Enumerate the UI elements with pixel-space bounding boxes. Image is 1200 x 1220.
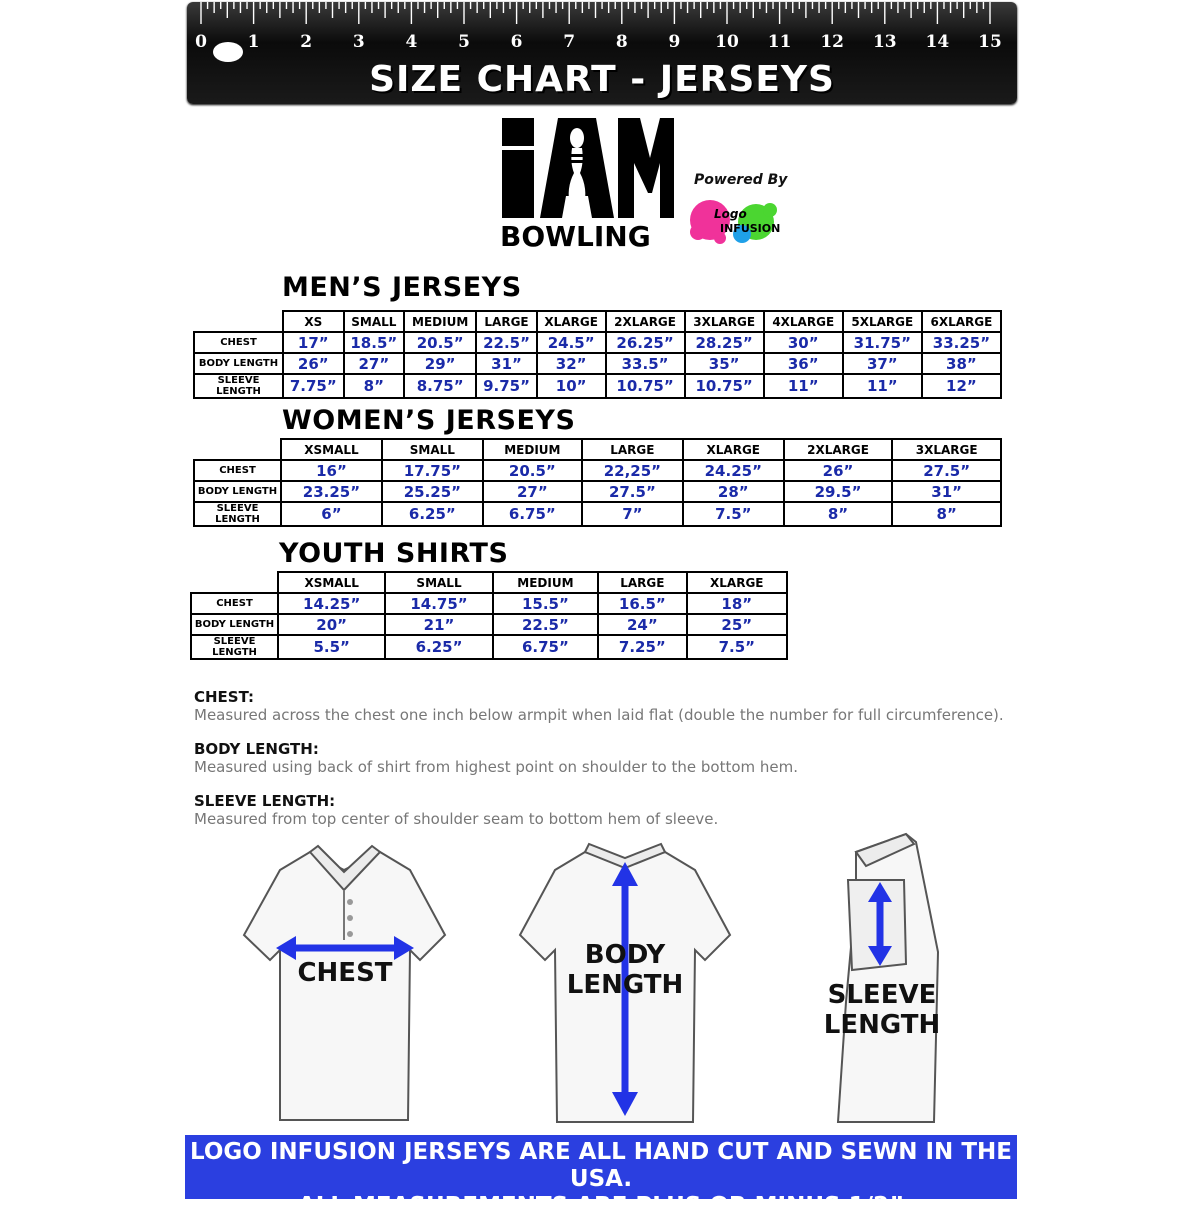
size-header: XLARGE [683, 439, 784, 460]
definition-sleeve-length [194, 792, 718, 828]
measurement-value: 6.25” [385, 635, 492, 659]
size-header: 3XLARGE [892, 439, 1001, 460]
table-row [191, 593, 787, 614]
measurement-label: BODY LENGTH [191, 614, 278, 635]
logo-bowling-text: BOWLING [500, 220, 651, 253]
measurement-label: BODY LENGTH [194, 353, 283, 374]
ruler-number: 13 [872, 32, 897, 52]
footer-banner [185, 1135, 1017, 1219]
measurement-label: CHEST [191, 593, 278, 614]
ruler-number: 8 [615, 32, 628, 52]
table-header-row [194, 439, 1001, 460]
measurement-value: 26” [784, 460, 893, 481]
measurement-value: 27” [483, 481, 582, 502]
table-header-row [194, 311, 1001, 332]
size-header: XSMALL [281, 439, 382, 460]
definition-text: Measured across the chest one inch below armpit when laid flat (double the number for full circumference). [194, 706, 1004, 724]
chest-label: CHEST [297, 958, 393, 988]
measurement-value: 20.5” [483, 460, 582, 481]
sleeve-length-label-line1: SLEEVE [827, 980, 937, 1010]
measurement-value: 8.75” [404, 374, 476, 398]
definition-text: Measured using back of shirt from highest point on shoulder to the bottom hem. [194, 758, 799, 776]
table-row [194, 353, 1001, 374]
measurement-value: 36” [764, 353, 843, 374]
size-header: LARGE [582, 439, 683, 460]
measurement-value: 7.25” [598, 635, 686, 659]
size-header: XLARGE [537, 311, 606, 332]
measurement-value: 24” [598, 614, 686, 635]
measurement-value: 35” [685, 353, 764, 374]
measurement-label: SLEEVE LENGTH [194, 502, 281, 526]
measurement-value: 8” [344, 374, 405, 398]
measurement-value: 6.75” [483, 502, 582, 526]
measurement-value: 23.25” [281, 481, 382, 502]
size-header: 6XLARGE [922, 311, 1001, 332]
definition-body-length [194, 740, 798, 776]
size-header: SMALL [344, 311, 405, 332]
measurement-value: 30” [764, 332, 843, 353]
measurement-value: 17.75” [382, 460, 483, 481]
footer-line2: ALL MEASUREMENTS ARE PLUS OR MINUS 1/2” [297, 1193, 905, 1219]
measurement-value: 28.25” [685, 332, 764, 353]
measurement-value: 24.25” [683, 460, 784, 481]
sleeve-length-label [822, 980, 942, 1040]
measurement-value: 14.25” [278, 593, 385, 614]
measurement-value: 25” [687, 614, 787, 635]
measurement-value: 22.5” [476, 332, 537, 353]
definition-heading: BODY LENGTH: [194, 740, 319, 758]
table-row [194, 460, 1001, 481]
iam-logo-mark [500, 118, 675, 218]
measurement-value: 11” [764, 374, 843, 398]
measurement-label: SLEEVE LENGTH [191, 635, 278, 659]
ruler-header [187, 2, 1017, 104]
measurement-value: 32” [537, 353, 606, 374]
measurement-value: 38” [922, 353, 1001, 374]
size-header: MEDIUM [493, 572, 598, 593]
definition-heading: CHEST: [194, 688, 255, 706]
measurement-value: 27” [344, 353, 405, 374]
measurement-value: 22.5” [493, 614, 598, 635]
ruler-number: 9 [668, 32, 681, 52]
measurement-value: 17” [283, 332, 344, 353]
measurement-value: 27.5” [892, 460, 1001, 481]
ruler-number: 14 [925, 32, 950, 52]
measurement-label: CHEST [194, 460, 281, 481]
size-header: 5XLARGE [843, 311, 922, 332]
body-length-label [560, 940, 690, 1000]
youth-size-table [190, 571, 788, 660]
measurement-value: 26.25” [606, 332, 685, 353]
ruler-number: 0 [195, 32, 207, 52]
size-header: XSMALL [278, 572, 385, 593]
measurement-value: 7” [582, 502, 683, 526]
measurement-value: 10.75” [606, 374, 685, 398]
footer-line1: LOGO INFUSION JERSEYS ARE ALL HAND CUT AND SEWN IN THE USA. [190, 1139, 1012, 1192]
measurement-value: 10.75” [685, 374, 764, 398]
mens-title: MEN’S JERSEYS [282, 272, 522, 303]
measurement-value: 31.75” [843, 332, 922, 353]
page-title: SIZE CHART - JERSEYS [369, 59, 835, 100]
logo-infusion-line2: INFUSION [720, 222, 781, 235]
powered-by-label: Powered By [694, 172, 788, 188]
ruler-number: 2 [300, 32, 313, 52]
size-header: 3XLARGE [685, 311, 764, 332]
size-header: SMALL [385, 572, 492, 593]
size-header: LARGE [476, 311, 537, 332]
ruler-number: 15 [978, 32, 1002, 52]
size-header: MEDIUM [483, 439, 582, 460]
definition-chest [194, 688, 1004, 724]
table-row [194, 332, 1001, 353]
measurement-value: 8” [784, 502, 893, 526]
size-header: MEDIUM [404, 311, 476, 332]
ruler-number: 1 [247, 32, 260, 52]
measurement-value: 27.5” [582, 481, 683, 502]
definition-heading: SLEEVE LENGTH: [194, 792, 336, 810]
ruler-number: 10 [715, 32, 739, 52]
sleeve-length-label-line2: LENGTH [823, 1010, 941, 1040]
measurement-value: 15.5” [493, 593, 598, 614]
table-row [191, 635, 787, 659]
ruler-number: 11 [767, 32, 792, 52]
measurement-label: SLEEVE LENGTH [194, 374, 283, 398]
measurement-value: 20” [278, 614, 385, 635]
measurement-value: 18.5” [344, 332, 405, 353]
iam-bowling-logo [500, 118, 675, 253]
definition-text: Measured from top center of shoulder seam to bottom hem of sleeve. [194, 810, 719, 828]
size-header: XS [283, 311, 344, 332]
measurement-value: 24.5” [537, 332, 606, 353]
mens-size-table [193, 310, 1002, 399]
table-row [194, 502, 1001, 526]
table-row [191, 614, 787, 635]
measurement-value: 33.25” [922, 332, 1001, 353]
measurement-value: 26” [283, 353, 344, 374]
size-header: LARGE [598, 572, 686, 593]
ruler-number: 7 [563, 32, 576, 52]
measurement-label: CHEST [194, 332, 283, 353]
table-corner [194, 439, 281, 460]
ruler-number: 12 [820, 32, 845, 52]
youth-title: YOUTH SHIRTS [279, 538, 509, 569]
measurement-value: 29.5” [784, 481, 893, 502]
measurement-value: 6.75” [493, 635, 598, 659]
measurement-value: 7.5” [687, 635, 787, 659]
ruler-number: 3 [352, 32, 365, 52]
logo-infusion-mark [686, 194, 782, 252]
table-row [194, 481, 1001, 502]
measurement-label: BODY LENGTH [194, 481, 281, 502]
measurement-value: 18” [687, 593, 787, 614]
table-row [194, 374, 1001, 398]
table-corner [191, 572, 278, 593]
womens-size-table [193, 438, 1002, 527]
measurement-value: 14.75” [385, 593, 492, 614]
ruler-number: 6 [510, 32, 523, 52]
body-length-label-line1: BODY [584, 940, 666, 970]
measurement-value: 22,25” [582, 460, 683, 481]
measurement-value: 21” [385, 614, 492, 635]
logo-wordmark [500, 220, 675, 253]
measurement-value: 37” [843, 353, 922, 374]
logo-infusion-line1: Logo [714, 207, 747, 221]
body-length-label-line2: LENGTH [566, 970, 684, 1000]
ruler-number: 4 [405, 32, 418, 52]
size-header: 4XLARGE [764, 311, 843, 332]
measurement-value: 31” [892, 481, 1001, 502]
measurement-value: 25.25” [382, 481, 483, 502]
measurement-value: 7.5” [683, 502, 784, 526]
measurement-value: 6” [281, 502, 382, 526]
measurement-value: 8” [892, 502, 1001, 526]
ruler-number: 5 [458, 32, 470, 52]
measurement-value: 5.5” [278, 635, 385, 659]
measurement-value: 9.75” [476, 374, 537, 398]
measurement-value: 16” [281, 460, 382, 481]
size-header: 2XLARGE [606, 311, 685, 332]
size-header: SMALL [382, 439, 483, 460]
measurement-value: 28” [683, 481, 784, 502]
measurement-value: 33.5” [606, 353, 685, 374]
measurement-value: 31” [476, 353, 537, 374]
table-corner [194, 311, 283, 332]
measurement-value: 10” [537, 374, 606, 398]
measurement-value: 20.5” [404, 332, 476, 353]
womens-title: WOMEN’S JERSEYS [282, 405, 576, 436]
measurement-value: 6.25” [382, 502, 483, 526]
measurement-value: 12” [922, 374, 1001, 398]
measurement-value: 16.5” [598, 593, 686, 614]
size-header: XLARGE [687, 572, 787, 593]
measurement-value: 11” [843, 374, 922, 398]
table-header-row [191, 572, 787, 593]
measurement-value: 29” [404, 353, 476, 374]
size-header: 2XLARGE [784, 439, 893, 460]
measurement-value: 7.75” [283, 374, 344, 398]
